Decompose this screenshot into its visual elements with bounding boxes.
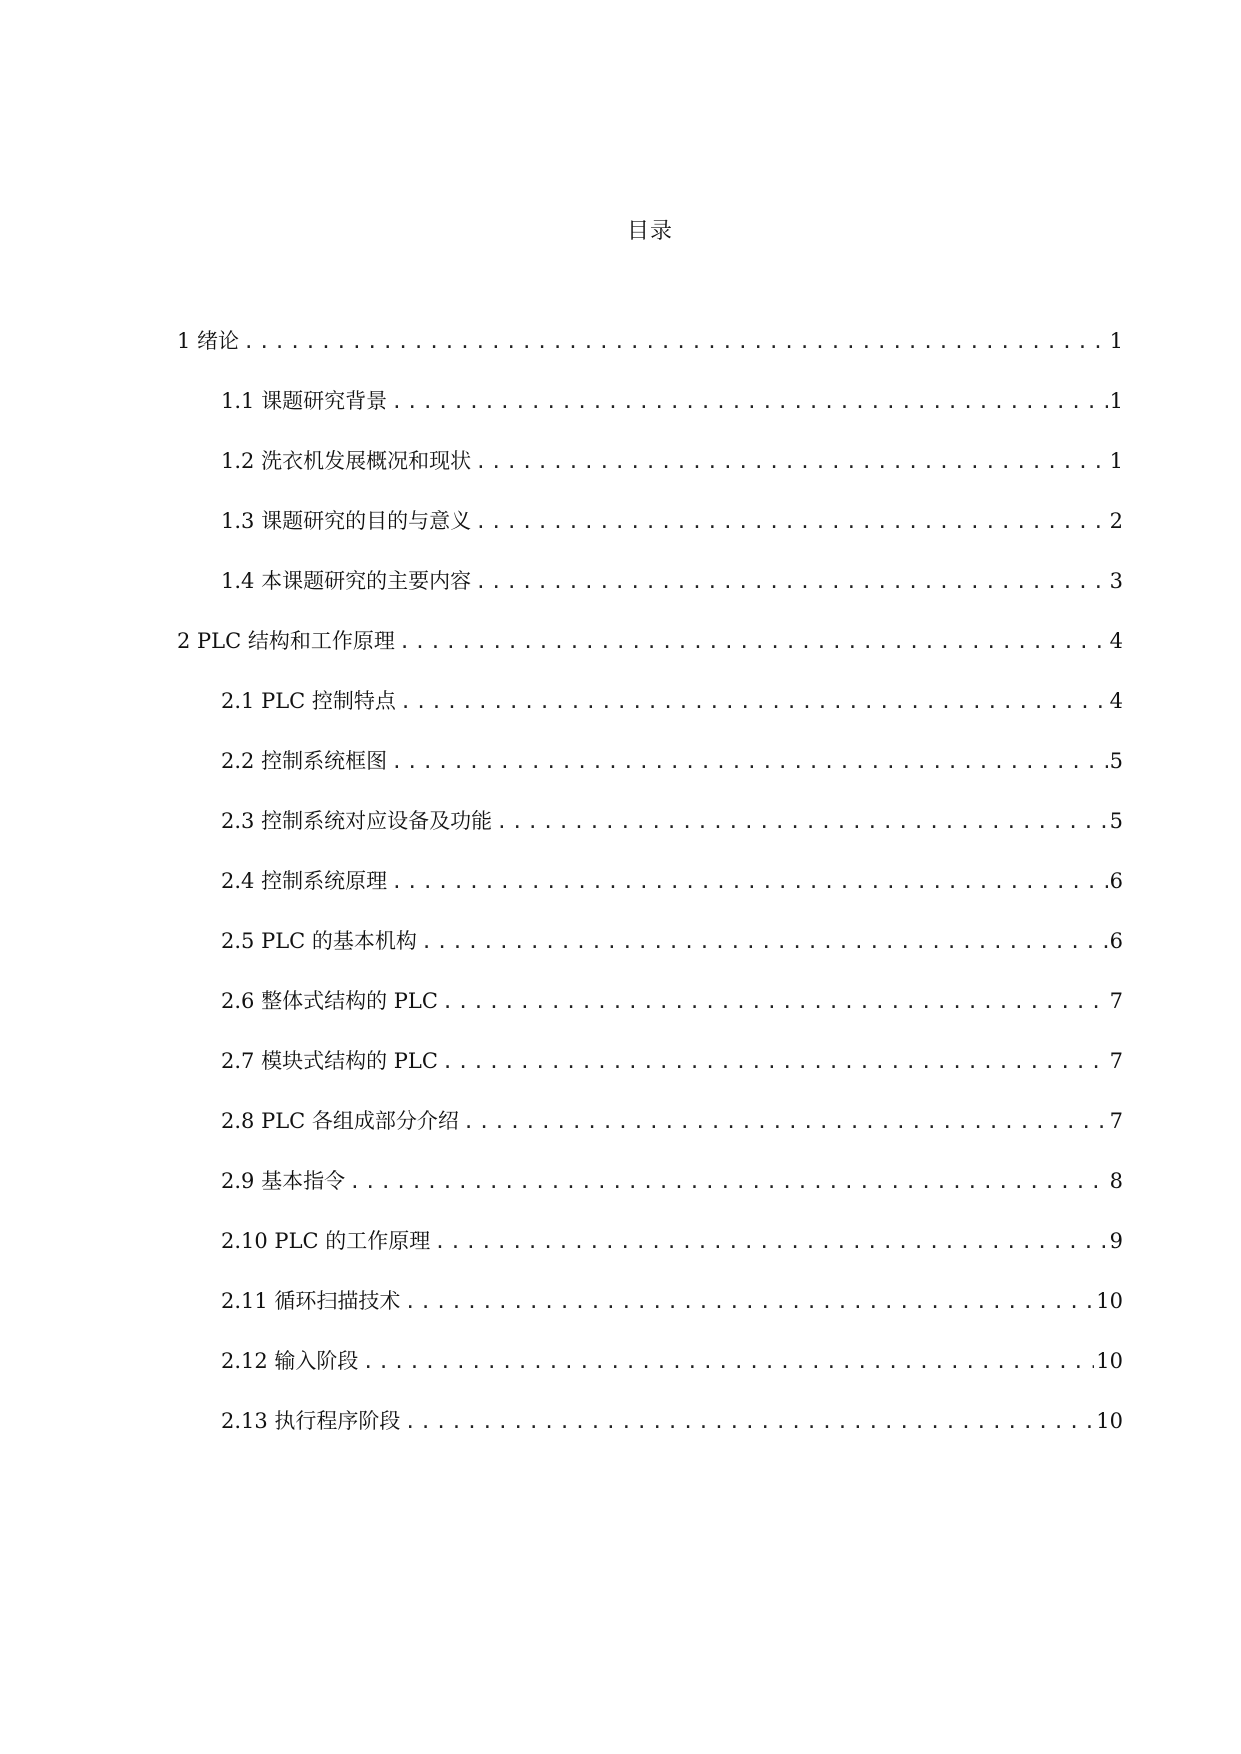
toc-entry-2-6 bbox=[221, 985, 1123, 1025]
toc-dot-leader bbox=[434, 1231, 1107, 1253]
toc-entry-label: 2.1 PLC 控制特点 bbox=[221, 689, 396, 713]
toc-entry-label: 2.13 执行程序阶段 bbox=[221, 1409, 401, 1433]
toc-entry-page: 4 bbox=[1109, 689, 1123, 713]
toc-entry-label: 1.4 本课题研究的主要内容 bbox=[221, 569, 472, 593]
toc-entry-page: 1 bbox=[1109, 389, 1123, 413]
toc-entry-page: 8 bbox=[1109, 1169, 1123, 1193]
toc-entry-label: 1.3 课题研究的目的与意义 bbox=[221, 509, 472, 533]
toc-entry-2-1 bbox=[221, 685, 1123, 725]
toc-entry-page: 1 bbox=[1109, 329, 1123, 353]
toc-dot-leader bbox=[475, 451, 1108, 473]
toc-entry-label: 2.7 模块式结构的 PLC bbox=[221, 1049, 438, 1073]
toc-entry-page: 6 bbox=[1109, 929, 1123, 953]
toc-entry-label: 2.8 PLC 各组成部分介绍 bbox=[221, 1109, 459, 1133]
toc-dot-leader bbox=[391, 391, 1108, 413]
toc-entry-2-4 bbox=[221, 865, 1123, 905]
toc-entry-2-9 bbox=[221, 1165, 1123, 1205]
toc-entry-2-2 bbox=[221, 745, 1123, 785]
toc-entry-1-2 bbox=[221, 445, 1123, 485]
toc-dot-leader bbox=[243, 331, 1108, 353]
toc-dot-leader bbox=[475, 511, 1108, 533]
toc-entry-page: 9 bbox=[1109, 1229, 1123, 1253]
toc-dot-leader bbox=[404, 1291, 1094, 1313]
toc-entry-label: 2.6 整体式结构的 PLC bbox=[221, 989, 438, 1013]
toc-entry-label: 2 PLC 结构和工作原理 bbox=[177, 629, 395, 653]
toc-entry-page: 4 bbox=[1109, 629, 1123, 653]
toc-entry-label: 1.2 洗衣机发展概况和现状 bbox=[221, 449, 472, 473]
toc-entry-2-13 bbox=[221, 1405, 1123, 1445]
toc-dot-leader bbox=[463, 1111, 1108, 1133]
toc-entry-label: 2.4 控制系统原理 bbox=[221, 869, 388, 893]
toc-dot-leader bbox=[475, 571, 1108, 593]
toc-dot-leader bbox=[399, 631, 1108, 653]
toc-entry-2-3 bbox=[221, 805, 1123, 845]
toc-entry-label: 1 绪论 bbox=[177, 329, 240, 353]
toc-entry-label: 2.9 基本指令 bbox=[221, 1169, 346, 1193]
toc-dot-leader bbox=[442, 1051, 1108, 1073]
toc-entry-label: 2.3 控制系统对应设备及功能 bbox=[221, 809, 493, 833]
toc-dot-leader bbox=[349, 1171, 1108, 1193]
toc-entry-page: 5 bbox=[1109, 809, 1123, 833]
toc-entry-1-3 bbox=[221, 505, 1123, 545]
toc-entry-2-8 bbox=[221, 1105, 1123, 1145]
toc-entry-page: 7 bbox=[1109, 1109, 1123, 1133]
toc-entry-label: 2.10 PLC 的工作原理 bbox=[221, 1229, 431, 1253]
toc-dot-leader bbox=[400, 691, 1108, 713]
toc-dot-leader bbox=[421, 931, 1108, 953]
toc-entry-label: 1.1 课题研究背景 bbox=[221, 389, 388, 413]
toc-dot-leader bbox=[496, 811, 1108, 833]
toc-entry-page: 7 bbox=[1109, 1049, 1123, 1073]
toc-entry-page: 2 bbox=[1109, 509, 1123, 533]
toc-entry-page: 10 bbox=[1096, 1409, 1123, 1433]
toc-entry-1-4 bbox=[221, 565, 1123, 605]
toc-entry-label: 2.2 控制系统框图 bbox=[221, 749, 388, 773]
toc-entry-label: 2.12 输入阶段 bbox=[221, 1349, 359, 1373]
toc-entry-label: 2.5 PLC 的基本机构 bbox=[221, 929, 417, 953]
toc-entry-page: 5 bbox=[1109, 749, 1123, 773]
toc-entry-page: 3 bbox=[1109, 569, 1123, 593]
toc-entry-2-7 bbox=[221, 1045, 1123, 1085]
toc-entry-label: 2.11 循环扫描技术 bbox=[221, 1289, 401, 1313]
toc-entry-2-11 bbox=[221, 1285, 1123, 1325]
toc-title: 目录 bbox=[626, 219, 673, 244]
toc-entry-1-1 bbox=[221, 385, 1123, 425]
toc-dot-leader bbox=[391, 871, 1108, 893]
toc-entry-2 bbox=[177, 625, 1123, 665]
toc-dot-leader bbox=[442, 991, 1108, 1013]
toc-dot-leader bbox=[362, 1351, 1094, 1373]
toc-dot-leader bbox=[391, 751, 1108, 773]
toc-entry-page: 1 bbox=[1109, 449, 1123, 473]
toc-entry-page: 10 bbox=[1096, 1289, 1123, 1313]
toc-entry-2-5 bbox=[221, 925, 1123, 965]
toc-entry-1 bbox=[177, 325, 1123, 365]
toc-entry-2-12 bbox=[221, 1345, 1123, 1385]
toc-entry-page: 7 bbox=[1109, 989, 1123, 1013]
toc-entry-page: 6 bbox=[1109, 869, 1123, 893]
toc-entry-2-10 bbox=[221, 1225, 1123, 1265]
toc-entry-page: 10 bbox=[1096, 1349, 1123, 1373]
toc-dot-leader bbox=[404, 1411, 1094, 1433]
